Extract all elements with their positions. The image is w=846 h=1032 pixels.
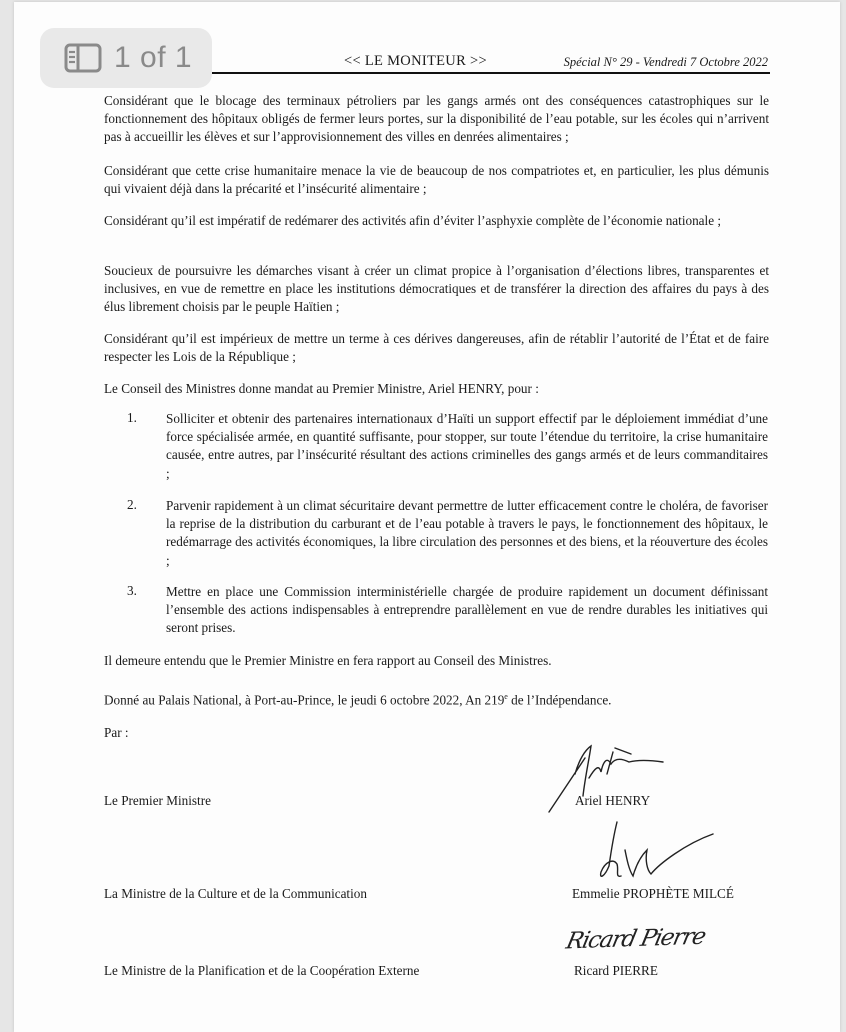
signatory-2-name: Emmelie PROPHÈTE MILCÉ <box>572 886 734 901</box>
paragraph-1: Considérant que le blocage des terminaux pétroliers par les gangs armés ont des conséquences catastrophiques sur le fonctionnement des hôpitaux obligés de fermer leurs portes, sur la disponibilité de l’eau potable, sur les écoles qui n’arrivent pas à accueillir les élèves et sur l’approvisionnement des villes en denrées alimentaires ; <box>104 93 769 145</box>
closing-report: Il demeure entendu que le Premier Ministre en fera rapport au Conseil des Ministres. <box>104 653 552 668</box>
paragraph-6: Le Conseil des Ministres donne mandat au Premier Ministre, Ariel HENRY, pour : <box>104 381 539 396</box>
closing-par: Par : <box>104 725 129 740</box>
paragraph-2: Considérant que cette crise humanitaire menace la vie de beaucoup de nos compatriotes et, en particulier, les plus démunis qui vivaient déjà dans la précarité et l’insécurité alimentaire ; <box>104 163 769 197</box>
newspaper-header <box>212 50 770 74</box>
item-1-number: 1. <box>127 410 137 425</box>
signature-emmelie-prophete-milce <box>595 814 720 886</box>
signatory-2-title: La Ministre de la Culture et de la Communication <box>104 886 367 901</box>
item-1-text: Solliciter et obtenir des partenaires internationaux d’Haïti un support effectif par le déploiement immédiat d’une force spécialisée armée, en quantité suffisante, pour stopper, sur toute l’étendue du territoire, la crise humanitaire causée, entre autres, par l’insécurité résultant des actions criminelles des gangs armés et de leurs commanditaires ; <box>166 411 768 481</box>
page-count-label: 1 of 1 <box>114 41 193 74</box>
signatory-1-name: Ariel HENRY <box>575 793 651 808</box>
page-indicator[interactable] <box>40 28 212 88</box>
issue-info: Spécial N° 29 - Vendredi 7 Octobre 2022 <box>563 55 768 69</box>
signature-ricard-pierre: Ricard Pierre <box>563 923 708 955</box>
paragraph-4: Soucieux de poursuivre les démarches visant à créer un climat propice à l’organisation d’élections libres, transparentes et inclusives, en vue de remettre en place les institutions démocratiques et de transférer la direction des affaires du pays à des élus librement choisis par le peuple Haïtien ; <box>104 263 769 315</box>
paragraph-3: Considérant qu’il est impératif de redémarer des activités afin d’éviter l’asphyxie complète de l’économie nationale ; <box>104 213 722 228</box>
sidebar-toggle-icon[interactable] <box>64 43 102 73</box>
signatory-1-title: Le Premier Ministre <box>104 793 211 808</box>
item-2-text: Parvenir rapidement à un climat sécuritaire devant permettre de lutter efficacement contre le choléra, de favoriser la reprise de la distribution du carburant et de l’eau potable à travers le pays, le fonctionnement des hôpitaux, le redémarrage des activités économiques, la libre circulation des personnes et des biens, et la réouverture des écoles ; <box>166 498 768 568</box>
item-3-text: Mettre en place une Commission interministérielle chargée de produire rapidement un document définissant l’ensemble des actions indispensables à entreprendre parallèlement en vue de rendre durables les initiatives qui seront prises. <box>166 584 768 636</box>
signatory-3-name: Ricard PIERRE <box>574 963 658 978</box>
signatory-3-title: Le Ministre de la Planification et de la Coopération Externe <box>104 963 420 978</box>
masthead-title: << LE MONITEUR >> <box>344 53 487 69</box>
paragraph-5: Considérant qu’il est impérieux de mettre un terme à ces dérives dangereuses, afin de rétablir l’autorité de l’État et de faire respecter les Lois de la République ; <box>104 331 769 365</box>
item-3-number: 3. <box>127 583 137 598</box>
item-2-number: 2. <box>127 497 137 512</box>
closing-given: Donné au Palais National, à Port-au-Prince, le jeudi 6 octobre 2022, An 219e de l’Indépendance. <box>104 692 612 708</box>
